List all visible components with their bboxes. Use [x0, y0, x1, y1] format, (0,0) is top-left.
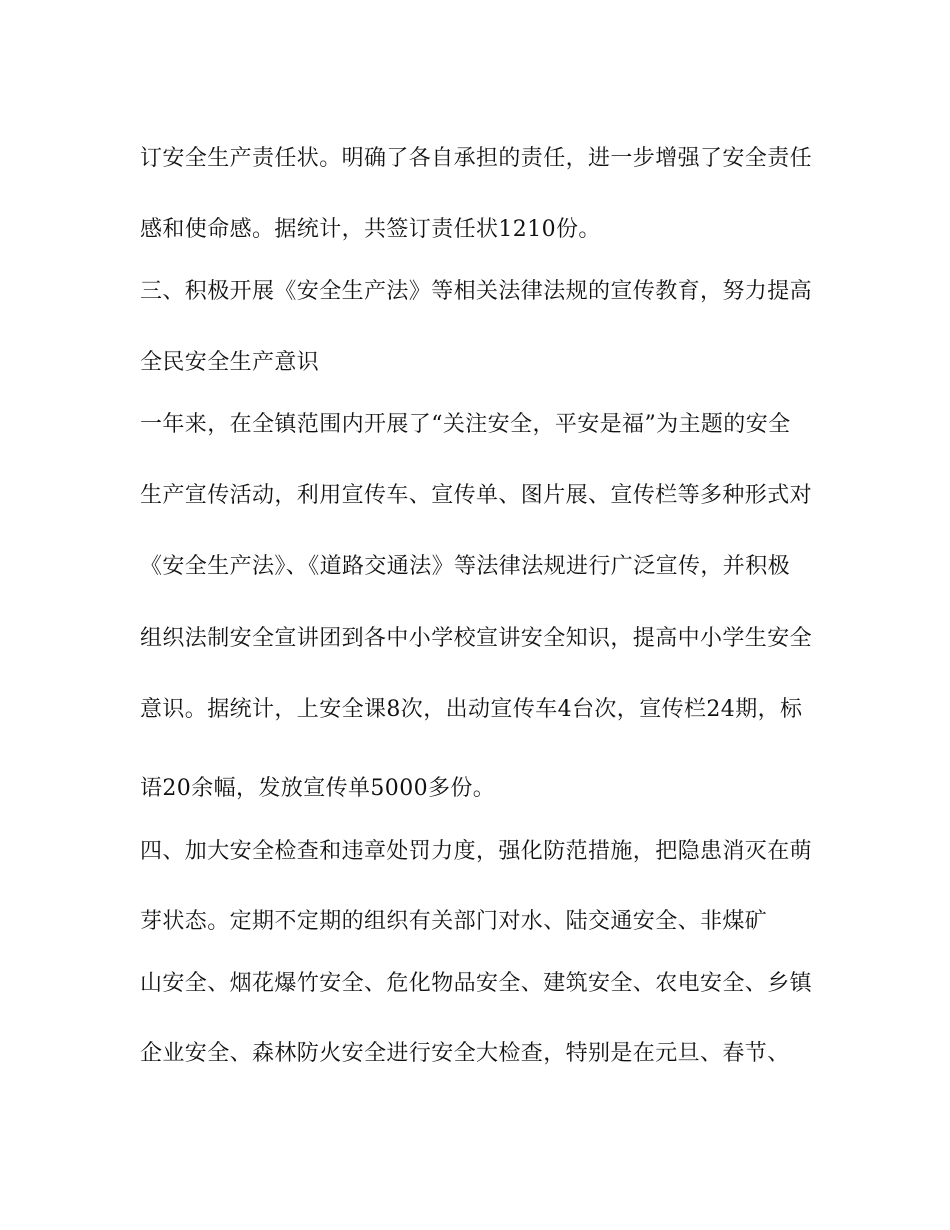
text-line: 一年来，在全镇范围内开展了“关注安全，平安是福”为主题的安全 [140, 412, 791, 437]
section-heading: 三、积极开展《安全生产法》等相关法律法规的宣传教育，努力提高 [140, 279, 813, 304]
text-line: 订安全生产责任状。明确了各自承担的责任，进一步增强了安全责任 [140, 146, 813, 171]
text-line: 《安全生产法》、《道路交通法》等法律法规进行广泛宣传，并积极 [140, 554, 791, 579]
text-line: 芽状态。定期不定期的组织有关部门对水、陆交通安全、非煤矿 [140, 909, 768, 934]
section-heading: 四、加大安全检查和违章处罚力度，强化防范措施，把隐患消灭在萌 [140, 839, 813, 864]
section-heading: 全民安全生产意识 [140, 350, 320, 375]
text-line: 山安全、烟花爆竹安全、危化物品安全、建筑安全、农电安全、乡镇 [140, 971, 813, 996]
text-line: 组织法制安全宣讲团到各中小学校宣讲安全知识，提高中小学生安全 [140, 626, 813, 651]
text-line: 意识。据统计，上安全课8次，出动宣传车4台次，宣传栏24期，标 [140, 697, 803, 722]
text-line: 生产宣传活动，利用宣传车、宣传单、图片展、宣传栏等多种形式对 [140, 483, 813, 508]
text-line: 企业安全、森林防火安全进行安全大检查，特别是在元旦、春节、 [140, 1041, 790, 1066]
text-line: 语20余幅，发放宣传单5000多份。 [140, 776, 496, 801]
text-line: 感和使命感。据统计，共签订责任状1210份。 [140, 217, 601, 242]
